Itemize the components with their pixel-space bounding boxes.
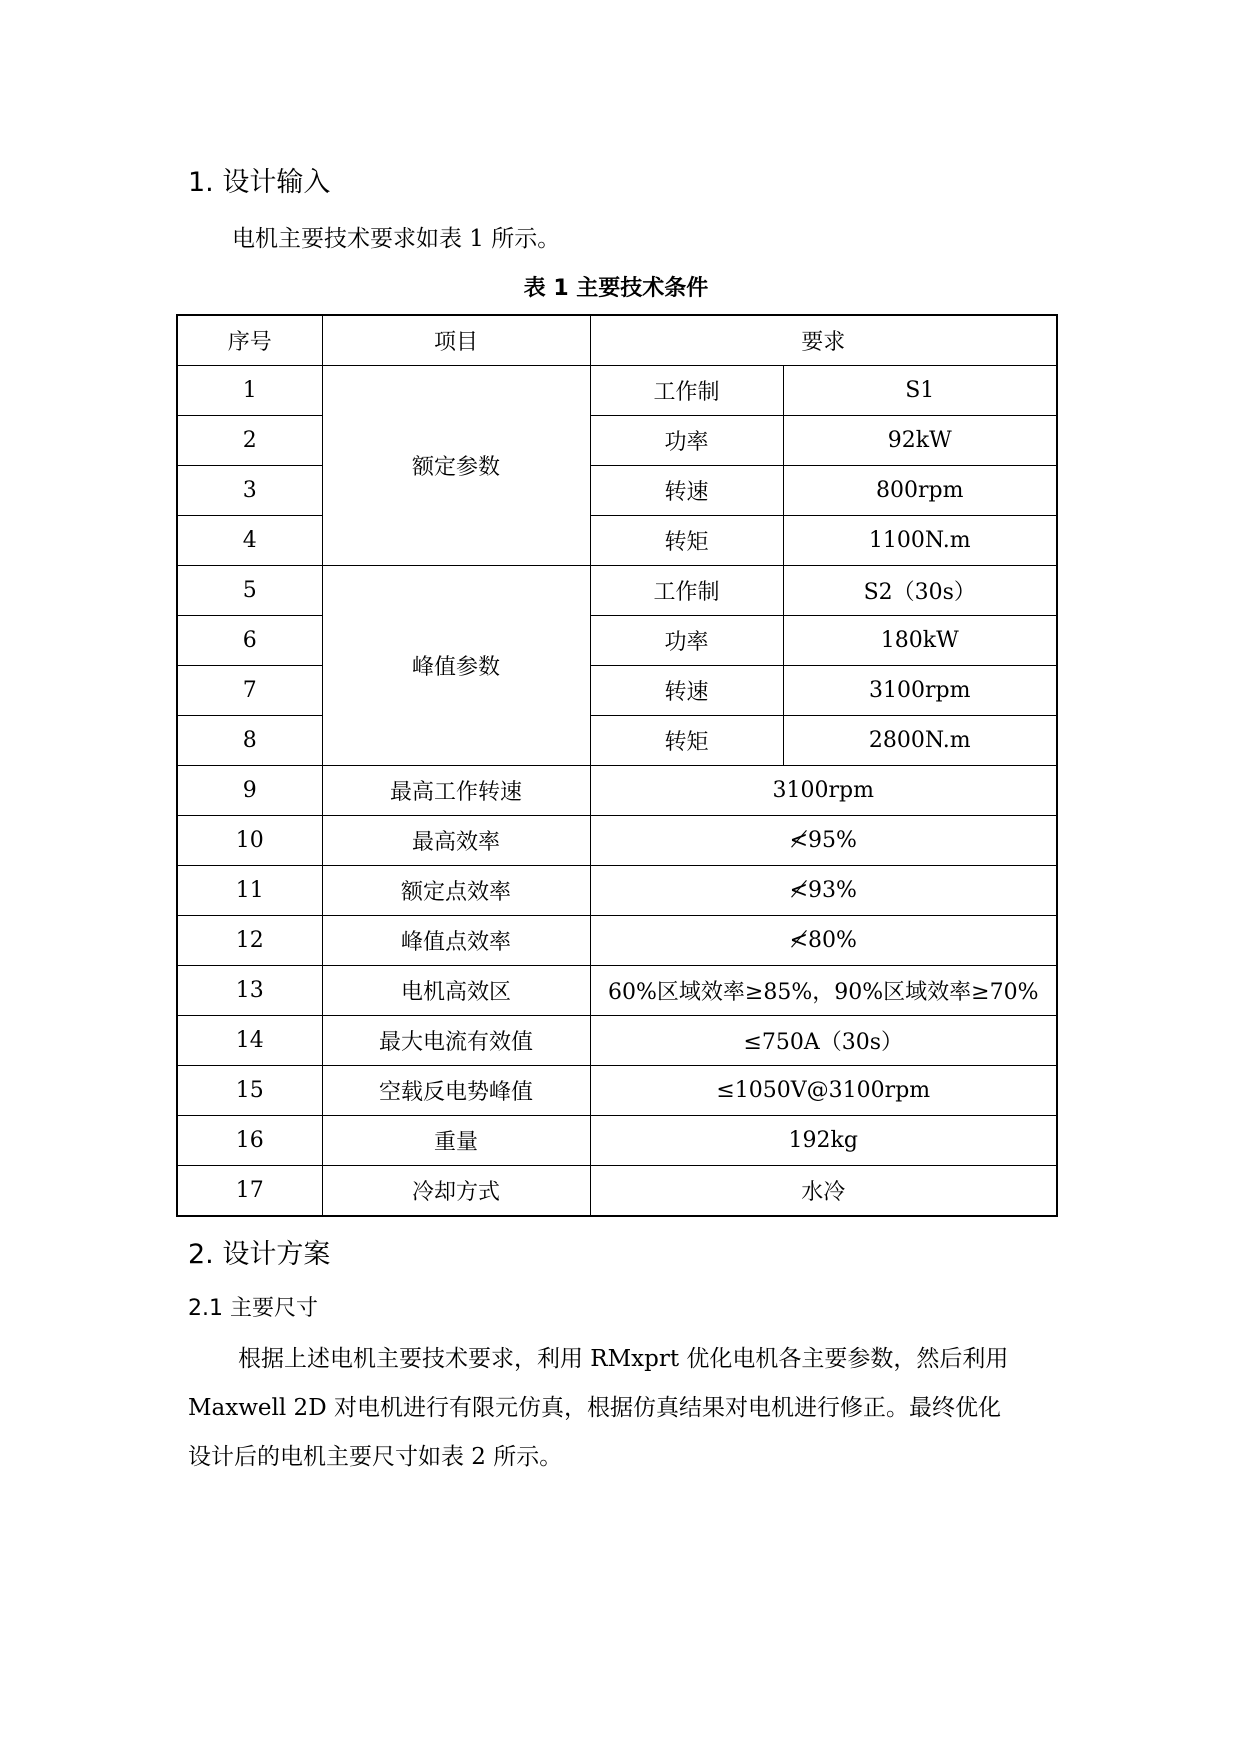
cell-value: 2800N.m: [783, 716, 1057, 766]
cell-value: 3100rpm: [590, 766, 1057, 816]
cell-value: 92kW: [783, 416, 1057, 466]
cell-item: 冷却方式: [322, 1166, 590, 1217]
cell-value: 3100rpm: [783, 666, 1057, 716]
cell-value: 水冷: [590, 1166, 1057, 1217]
cell-param: 转矩: [590, 716, 783, 766]
cell-item: 重量: [322, 1116, 590, 1166]
table-row: [177, 1066, 1057, 1116]
cell-no: 17: [177, 1166, 322, 1217]
table-row: [177, 566, 1057, 616]
cell-value: 800rpm: [783, 466, 1057, 516]
cell-group-peak: 峰值参数: [322, 566, 590, 766]
cell-value: ≤1050V@3100rpm: [590, 1066, 1057, 1116]
table-row: [177, 416, 1057, 466]
cell-param: 功率: [590, 416, 783, 466]
cell-no: 2: [177, 416, 322, 466]
cell-param: 功率: [590, 616, 783, 666]
table-row: [177, 916, 1057, 966]
cell-param: 工作制: [590, 566, 783, 616]
table-row: [177, 1016, 1057, 1066]
table-row: [177, 766, 1057, 816]
table-1-caption: 表 1 主要技术条件: [523, 276, 709, 301]
cell-param: 转矩: [590, 516, 783, 566]
paragraph-line: 根据上述电机主要技术要求，利用 RMxprt 优化电机各主要参数，然后利用: [238, 1346, 1009, 1372]
spec-table: [176, 314, 1058, 1217]
cell-no: 13: [177, 966, 322, 1016]
section-2-1-heading: 2.1 主要尺寸: [188, 1296, 318, 1321]
cell-no: 10: [177, 816, 322, 866]
table-row: [177, 516, 1057, 566]
cell-param: 转速: [590, 666, 783, 716]
cell-param: 工作制: [590, 366, 783, 416]
section-1-heading: 1. 设计输入: [188, 167, 331, 198]
paragraph-line: 设计后的电机主要尺寸如表 2 所示。: [188, 1444, 563, 1470]
table-row: [177, 1116, 1057, 1166]
cell-value: ≮93%: [590, 866, 1057, 916]
cell-item: 电机高效区: [322, 966, 590, 1016]
cell-item: 空载反电势峰值: [322, 1066, 590, 1116]
cell-no: 5: [177, 566, 322, 616]
cell-item: 最高效率: [322, 816, 590, 866]
cell-no: 9: [177, 766, 322, 816]
table-row: [177, 466, 1057, 516]
cell-no: 7: [177, 666, 322, 716]
cell-param: 转速: [590, 466, 783, 516]
cell-value: S2（30s）: [783, 566, 1057, 616]
cell-no: 14: [177, 1016, 322, 1066]
cell-no: 3: [177, 466, 322, 516]
cell-value: S1: [783, 366, 1057, 416]
cell-no: 6: [177, 616, 322, 666]
cell-item: 最大电流有效值: [322, 1016, 590, 1066]
section-2-heading: 2. 设计方案: [188, 1239, 331, 1270]
cell-no: 11: [177, 866, 322, 916]
cell-no: 4: [177, 516, 322, 566]
cell-item: 额定点效率: [322, 866, 590, 916]
cell-value: ≮80%: [590, 916, 1057, 966]
table-row: [177, 866, 1057, 916]
cell-item: 最高工作转速: [322, 766, 590, 816]
paragraph-line: Maxwell 2D 对电机进行有限元仿真，根据仿真结果对电机进行修正。最终优化: [188, 1395, 1001, 1421]
table-row: [177, 716, 1057, 766]
section-1-intro: 电机主要技术要求如表 1 所示。: [232, 226, 561, 252]
cell-value: 192kg: [590, 1116, 1057, 1166]
cell-value: ≮95%: [590, 816, 1057, 866]
cell-no: 15: [177, 1066, 322, 1116]
cell-item: 峰值点效率: [322, 916, 590, 966]
cell-value: ≤750A（30s）: [590, 1016, 1057, 1066]
table-row: [177, 966, 1057, 1016]
header-no: 序号: [177, 315, 322, 366]
table-header-row: [177, 315, 1057, 366]
cell-value: 180kW: [783, 616, 1057, 666]
cell-value: 60%区域效率≥85%，90%区域效率≥70%: [590, 966, 1057, 1016]
table-row: [177, 816, 1057, 866]
table-row: [177, 366, 1057, 416]
cell-value: 1100N.m: [783, 516, 1057, 566]
cell-no: 16: [177, 1116, 322, 1166]
header-requirement: 要求: [590, 315, 1057, 366]
cell-no: 8: [177, 716, 322, 766]
table-row: [177, 666, 1057, 716]
header-item: 项目: [322, 315, 590, 366]
cell-no: 1: [177, 366, 322, 416]
cell-no: 12: [177, 916, 322, 966]
table-row: [177, 616, 1057, 666]
table-row: [177, 1166, 1057, 1217]
cell-group-rated: 额定参数: [322, 366, 590, 566]
